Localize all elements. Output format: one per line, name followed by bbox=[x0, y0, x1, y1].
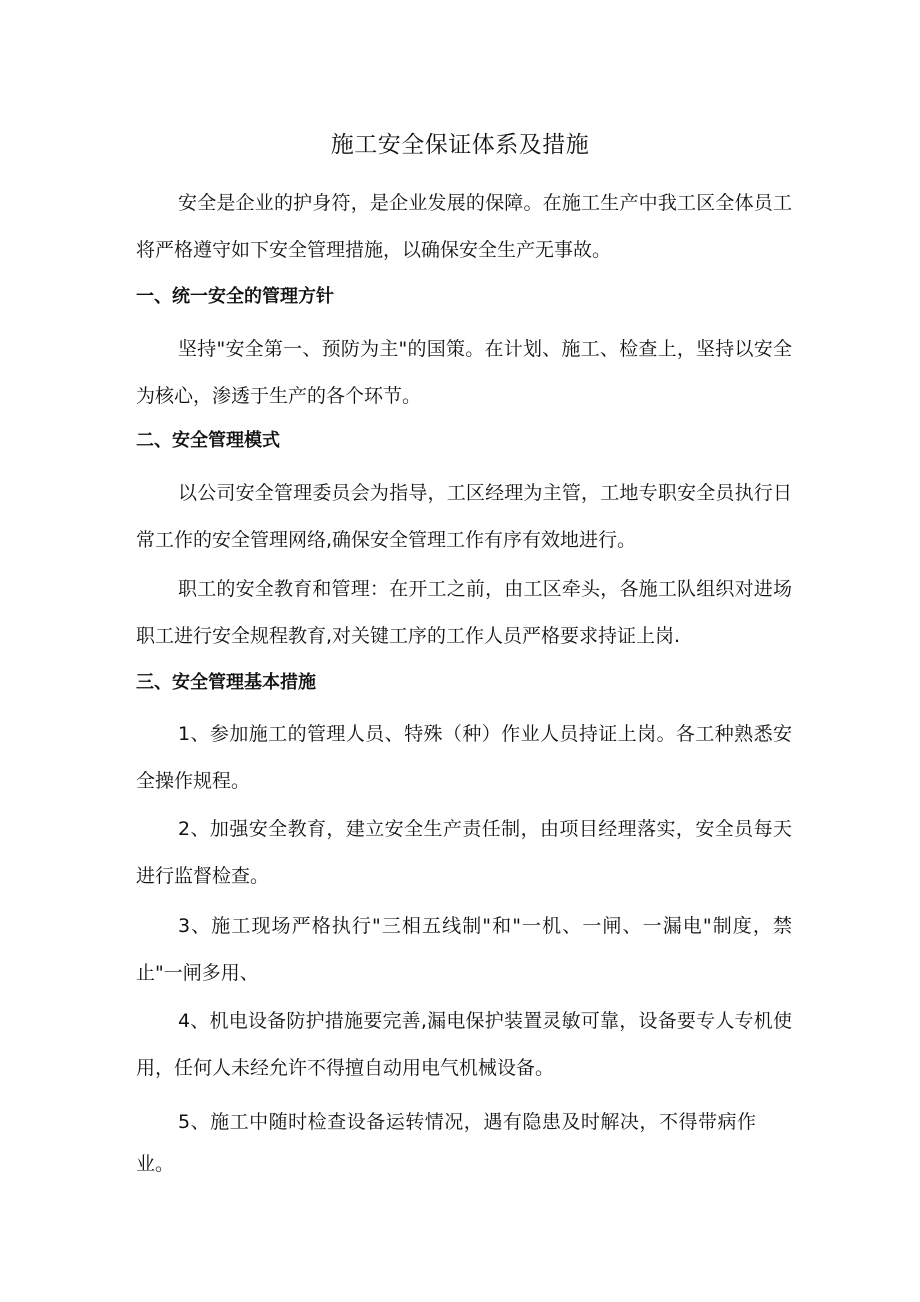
measure-item-2: 2、加强安全教育，建立安全生产责任制，由项目经理落实，安全员每天进行监督检查。 bbox=[136, 818, 792, 887]
section-paragraph: 坚持"安全第一、预防为主"的国策。在计划、施工、检查上，坚持以安全为核心，渗透于生产的各个环节。 bbox=[136, 338, 792, 407]
measure-item-3: 3、施工现场严格执行"三相五线制"和"一机、一闸、一漏电"制度，禁止"一闸多用、 bbox=[136, 915, 792, 984]
section-paragraph: 职工的安全教育和管理：在开工之前，由工区牵头，各施工队组织对进场职工进行安全规程教育,对关键工序的工作人员严格要求持证上岗. bbox=[136, 578, 792, 647]
measure-item-1: 1、参加施工的管理人员、特殊（种）作业人员持证上岗。各工种熟悉安全操作规程。 bbox=[136, 723, 792, 792]
measure-item-4: 4、机电设备防护措施要完善,漏电保护装置灵敏可靠，设备要专人专机使用，任何人未经允许不得擅自动用电气机械设备。 bbox=[136, 1010, 792, 1079]
section-paragraph: 以公司安全管理委员会为指导，工区经理为主管，工地专职安全员执行日常工作的安全管理网络,确保安全管理工作有序有效地进行。 bbox=[136, 482, 792, 551]
section-heading-mode: 二、安全管理模式 bbox=[136, 430, 280, 451]
intro-paragraph: 安全是企业的护身符，是企业发展的保障。在施工生产中我工区全体员工将严格遵守如下安全管理措施，以确保安全生产无事故。 bbox=[136, 192, 792, 261]
document-title: 施工安全保证体系及措施 bbox=[330, 132, 590, 158]
section-heading-measures: 三、安全管理基本措施 bbox=[136, 672, 316, 693]
section-heading-policy: 一、统一安全的管理方针 bbox=[136, 286, 334, 307]
measure-item-5: 5、施工中随时检查设备运转情况，遇有隐患及时解决，不得带病作业。 bbox=[136, 1111, 756, 1175]
